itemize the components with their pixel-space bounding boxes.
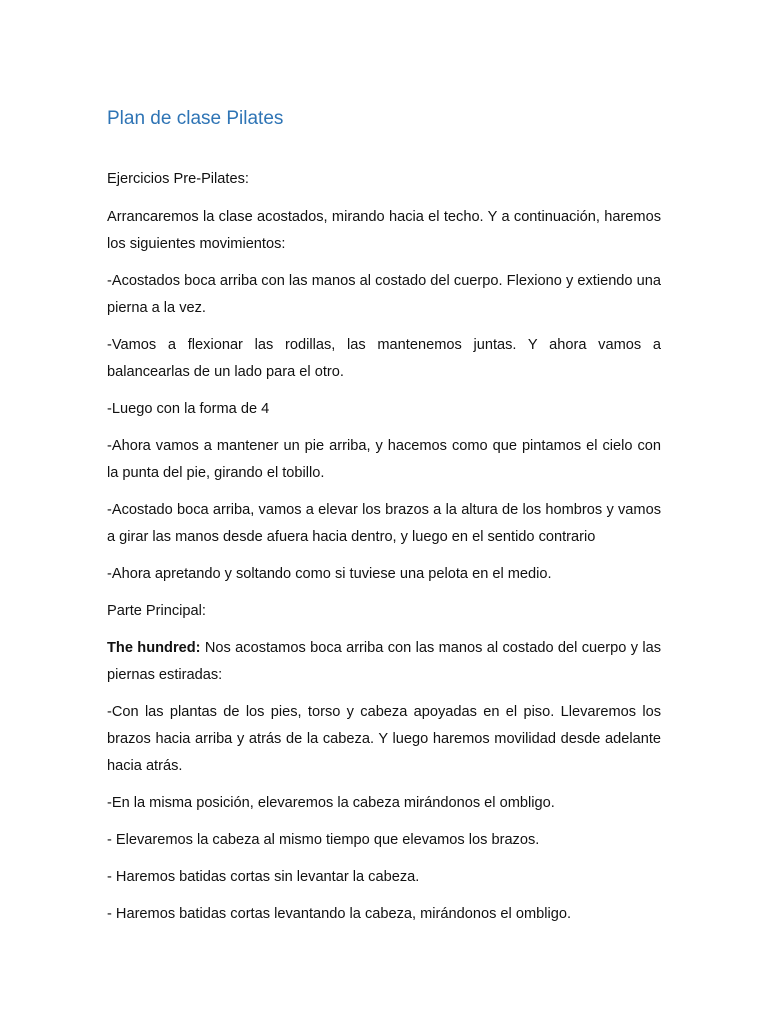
main-heading: Parte Principal: (107, 603, 206, 619)
main-item-4: - Haremos batidas cortas sin levantar la cabeza. (107, 869, 420, 885)
main-item-2: -En la misma posición, elevaremos la cabeza mirándonos el ombligo. (107, 795, 555, 811)
pre-item-4: -Ahora vamos a mantener un pie arriba, y hacemos como que pintamos el cielo con la punta del pie, girando el tobillo. (107, 438, 661, 481)
pre-item-3: -Luego con la forma de 4 (107, 401, 270, 417)
pre-item-2: -Vamos a flexionar las rodillas, las mantenemos juntas. Y ahora vamos a balancearlas de un lado para el otro. (107, 337, 661, 380)
pre-pilates-heading: Ejercicios Pre-Pilates: (107, 171, 249, 187)
intro-paragraph: Arrancaremos la clase acostados, mirando hacia el techo. Y a continuación, haremos los siguientes movimientos: (107, 209, 661, 252)
pre-item-1: -Acostados boca arriba con las manos al costado del cuerpo. Flexiono y extiendo una pierna a la vez. (107, 273, 661, 316)
main-item-3: - Elevaremos la cabeza al mismo tiempo que elevamos los brazos. (107, 832, 540, 848)
hundred-label: The hundred: (107, 640, 201, 656)
hundred-paragraph (107, 635, 661, 689)
main-item-5: - Haremos batidas cortas levantando la cabeza, mirándonos el ombligo. (107, 906, 572, 922)
main-item-1: -Con las plantas de los pies, torso y cabeza apoyadas en el piso. Llevaremos los brazos hacia arriba y atrás de la cabeza. Y luego haremos movilidad desde adelante hacia atrás. (107, 704, 661, 774)
hundred-text: Nos acostamos boca arriba con las manos al costado del cuerpo y las piernas estiradas: (107, 640, 661, 683)
pre-item-5: -Acostado boca arriba, vamos a elevar los brazos a la altura de los hombros y vamos a girar las manos desde afuera hacia dentro, y luego en el sentido contrario (107, 502, 661, 545)
document-title: Plan de clase Pilates (107, 108, 284, 129)
pre-item-6: -Ahora apretando y soltando como si tuviese una pelota en el medio. (107, 566, 552, 582)
